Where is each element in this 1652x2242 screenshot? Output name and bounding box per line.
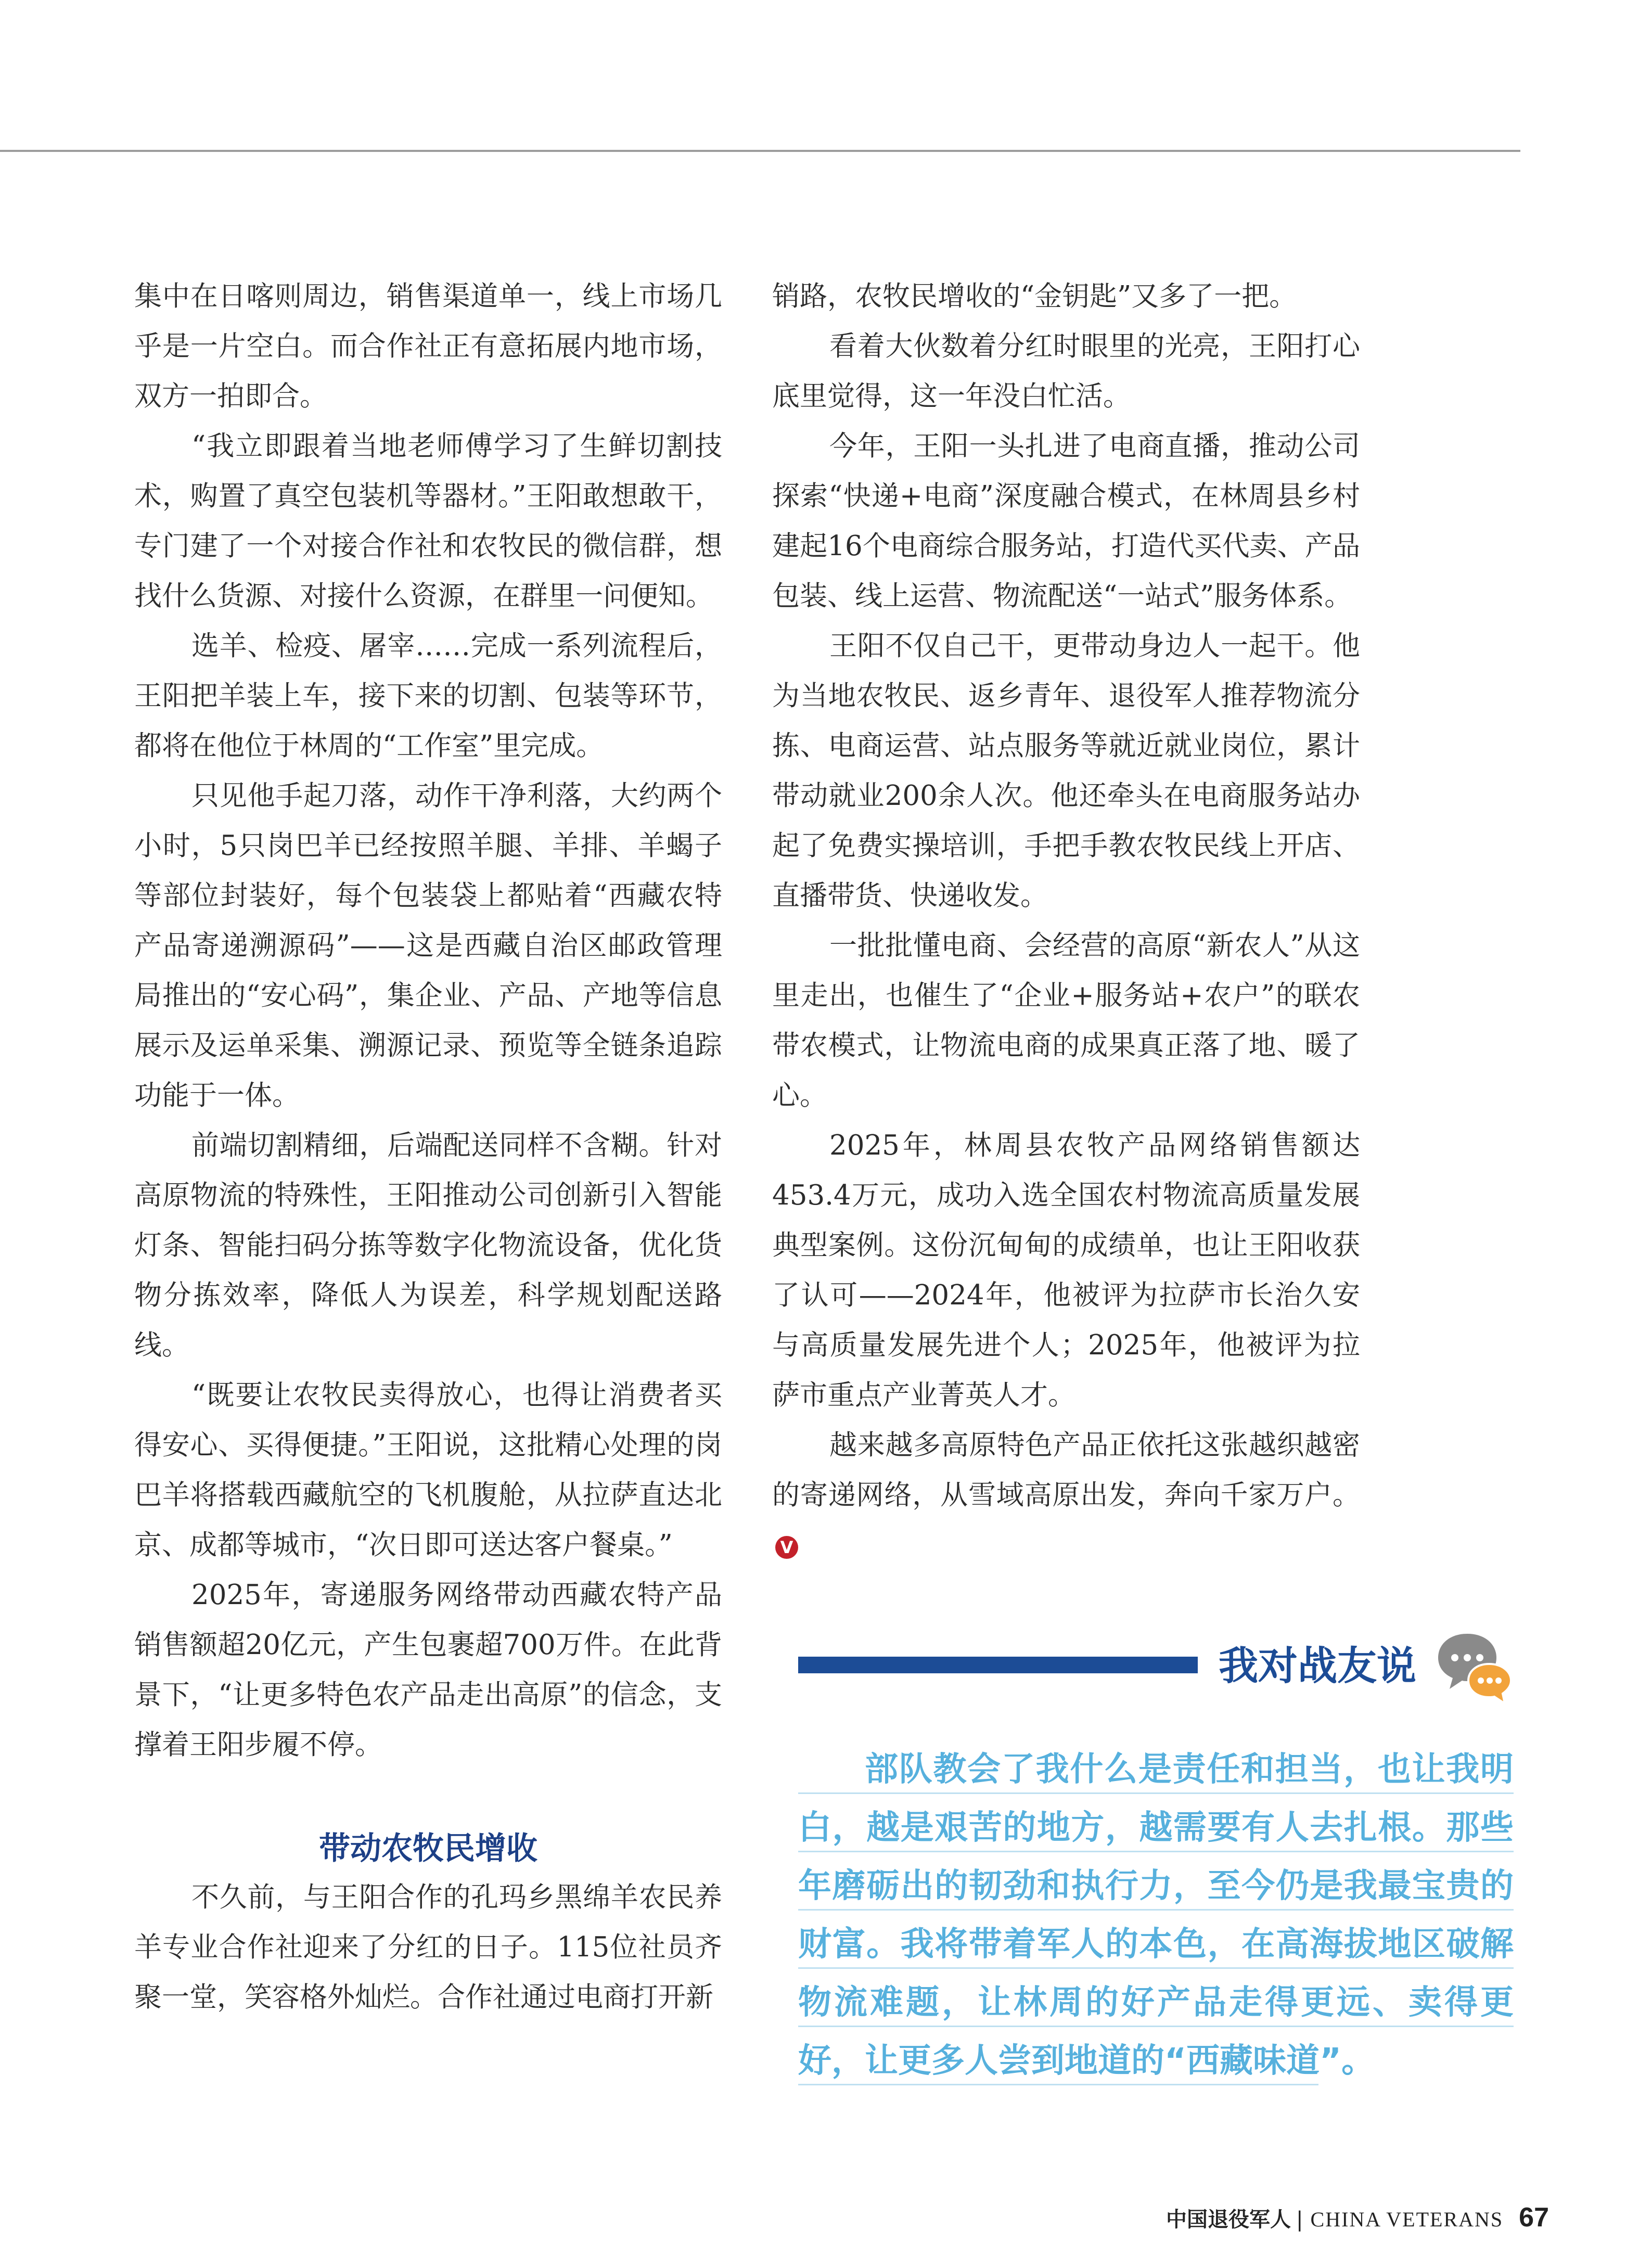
page-number: 67: [1519, 2202, 1549, 2233]
body-paragraph: 2025年，寄递服务网络带动西藏农特产品销售额超20亿元，产生包裹超700万件。在此背景下，“让更多特色农产品走出高原”的信念，支撑着王阳步履不停。: [134, 1579, 722, 1761]
section-subheading: 带动农牧民增收: [319, 1830, 537, 1867]
sidebar-title-bar: [798, 1657, 1198, 1673]
body-paragraph: 前端切割精细，后端配送同样不含糊。针对高原物流的特殊性，王阳推动公司创新引入智能灯条、智能扫码分拣等数字化物流设备，优化货物分拣效率，降低人为误差，科学规划配送路线。: [134, 1130, 722, 1361]
page-footer: [1166, 2202, 1549, 2233]
end-mark-icon: V: [775, 1536, 798, 1559]
final-paragraph-text: 越来越多高原特色产品正依托这张越织越密的寄递网络，从雪域高原出发，奔向千家万户。: [772, 1429, 1360, 1511]
body-paragraph: “我立即跟着当地老师傅学习了生鲜切割技术，购置了真空包装机等器材。”王阳敢想敢干，专门建了一个对接合作社和农牧民的微信群，想找什么货源、对接什么资源，在群里一问便知。: [134, 430, 722, 612]
publication-name-cn: 中国退役军人: [1166, 2208, 1291, 2232]
top-rule: [0, 150, 1520, 152]
publication-name-en: CHINA VETERANS: [1310, 2208, 1504, 2231]
footer-separator: |: [1296, 2208, 1303, 2232]
body-paragraph: 看着大伙数着分红时眼里的光亮，王阳打心底里觉得，这一年没白忙活。: [772, 330, 1360, 412]
right-column: [772, 272, 1360, 1570]
body-paragraph: 销路，农牧民增收的“金钥匙”又多了一把。: [772, 280, 1297, 312]
body-paragraph: 2025年，林周县农牧产品网络销售额达453.4万元，成功入选全国农村物流高质量发展典型案例。这份沉甸甸的成绩单，也让王阳收获了认可——2024年，他被评为拉萨市长治久安与高质量发展先进个人；2025年，他被评为拉萨市重点产业菁英人才。: [772, 1130, 1360, 1411]
body-paragraph: “既要让农牧民卖得放心，也得让消费者买得安心、买得便捷。”王阳说，这批精心处理的岗巴羊将搭载西藏航空的飞机腹舱，从拉萨直达北京、成都等城市，“次日即可送达客户餐桌。”: [134, 1379, 722, 1561]
body-paragraph: 不久前，与王阳合作的孔玛乡黑绵羊农民养羊专业合作社迎来了分红的日子。115位社员齐聚一堂，笑容格外灿烂。合作社通过电商打开新: [134, 1881, 722, 2013]
left-column: [134, 272, 722, 2022]
body-paragraph: 王阳不仅自己干，更带动身边人一起干。他为当地农牧民、返乡青年、退役军人推荐物流分拣、电商运营、站点服务等就近就业岗位，累计带动就业200余人次。他还牵头在电商服务站办起了免费实操培训，手把手教农牧民线上开店、直播带货、快递收发。: [772, 630, 1360, 912]
body-paragraph: 只见他手起刀落，动作干净利落，大约两个小时，5只岗巴羊已经按照羊腿、羊排、羊蝎子等部位封装好，每个包装袋上都贴着“西藏农特产品寄递溯源码”——这是西藏自治区邮政管理局推出的“安心码”，集企业、产品、产地等信息展示及运单采集、溯源记录、预览等全链条追踪功能于一体。: [134, 780, 722, 1111]
body-paragraph: 今年，王阳一头扎进了电商直播，推动公司探索“快递+电商”深度融合模式，在林周县乡村建起16个电商综合服务站，打造代买代卖、产品包装、线上运营、物流配送“一站式”服务体系。: [772, 430, 1360, 612]
sidebar-quote: 部队教会了我什么是责任和担当，也让我明白，越是艰苦的地方，越需要有人去扎根。那些年磨砺出的韧劲和执行力，至今仍是我最宝贵的财富。我将带着军人的本色，在高海拔地区破解物流难题，让林周的好产品走得更远、卖得更好，让更多人尝到地道的“西藏味道”。: [798, 1750, 1514, 2080]
sidebar-title: 我对战友说: [1219, 1643, 1416, 1689]
speech-bubbles-icon: [1435, 1628, 1513, 1706]
body-paragraph: 集中在日喀则周边，销售渠道单一，线上市场几乎是一片空白。而合作社正有意拓展内地市场，双方一拍即合。: [134, 280, 722, 412]
body-paragraph-final: [772, 1420, 1360, 1570]
body-paragraph: 一批批懂电商、会经营的高原“新农人”从这里走出，也催生了“企业+服务站+农户”的联农带农模式，让物流电商的成果真正落了地、暖了心。: [772, 930, 1360, 1111]
body-paragraph: 选羊、检疫、屠宰……完成一系列流程后，王阳把羊装上车，接下来的切割、包装等环节，都将在他位于林周的“工作室”里完成。: [134, 630, 722, 762]
